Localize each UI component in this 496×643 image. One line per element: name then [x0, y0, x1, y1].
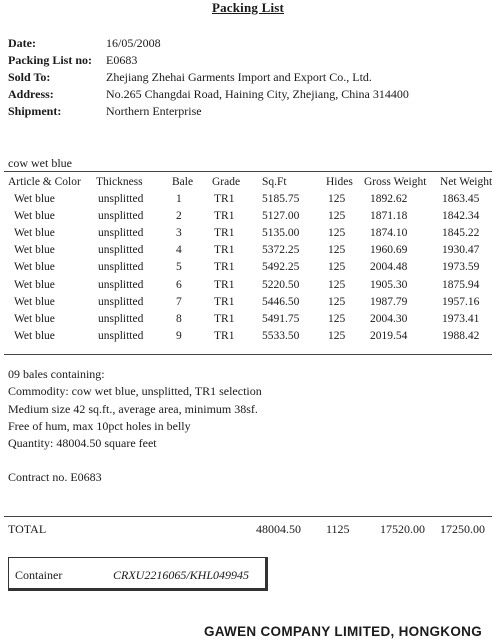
- table-cell: 1845.22: [442, 226, 480, 239]
- table-bottom-rule: [4, 354, 492, 355]
- table-row: [4, 293, 492, 310]
- table-cell: 5491.75: [262, 312, 300, 325]
- table-cell: 5372.25: [262, 244, 300, 257]
- notes-block: [8, 366, 262, 487]
- table-header-row: [4, 173, 492, 190]
- table-cell: unsplitted: [98, 261, 144, 274]
- table-cell: TR1: [214, 226, 235, 239]
- bales-note: 09 bales containing:: [8, 367, 105, 381]
- total-label: TOTAL: [8, 522, 47, 536]
- table-cell: 125: [328, 330, 346, 343]
- packing-list-title: Packing List: [211, 0, 285, 15]
- table-row: [4, 207, 492, 224]
- table-cell: 1874.10: [370, 226, 408, 239]
- table-cell: 1905.30: [370, 278, 408, 291]
- table-cell: unsplitted: [98, 209, 144, 222]
- total-rule: [4, 516, 492, 517]
- address-label: Address:: [8, 87, 54, 101]
- date-label: Date:: [8, 36, 36, 50]
- shipment-value: Northern Enterprise: [106, 104, 202, 118]
- table-cell: 1: [176, 192, 182, 205]
- total-hides: 1125: [326, 522, 350, 536]
- table-cell: TR1: [214, 278, 235, 291]
- table-cell: 125: [328, 312, 346, 325]
- table-cell: 125: [328, 261, 346, 274]
- table-cell: TR1: [214, 261, 235, 274]
- table-cell: 5: [176, 261, 182, 274]
- table-cell: 1892.62: [370, 192, 408, 205]
- table-cell: 1871.18: [370, 209, 408, 222]
- table-cell: unsplitted: [98, 244, 144, 257]
- address-value: No.265 Changdai Road, Haining City, Zhejiang, China 314400: [106, 87, 409, 101]
- table-cell: 2019.54: [370, 330, 408, 343]
- table-cell: 1842.34: [442, 209, 480, 222]
- table-cell: unsplitted: [98, 278, 144, 291]
- table-cell: unsplitted: [98, 192, 144, 205]
- table-cell: 125: [328, 209, 346, 222]
- table-cell: 8: [176, 312, 182, 325]
- table-cell: 5220.50: [262, 278, 300, 291]
- table-row: [4, 276, 492, 293]
- table-row: [4, 242, 492, 259]
- table-cell: Wet blue: [14, 278, 55, 291]
- table-cell: 2004.48: [370, 261, 408, 274]
- column-header: Grade: [212, 175, 241, 188]
- table-cell: Wet blue: [14, 244, 55, 257]
- container-label: Container: [15, 568, 63, 582]
- column-header: Sq.Ft: [262, 175, 287, 188]
- table-row: [4, 328, 492, 345]
- table-cell: 1863.45: [442, 192, 480, 205]
- table-cell: 5127.00: [262, 209, 300, 222]
- table-cell: 125: [328, 278, 346, 291]
- shipment-label: Shipment:: [8, 104, 62, 118]
- table-cell: 125: [328, 295, 346, 308]
- date-value: 16/05/2008: [106, 36, 161, 50]
- table-cell: unsplitted: [98, 330, 144, 343]
- column-header: Hides: [326, 175, 353, 188]
- table-cell: 1875.94: [442, 278, 480, 291]
- table-cell: unsplitted: [98, 226, 144, 239]
- column-header: Bale: [172, 175, 194, 188]
- table-row: [4, 224, 492, 241]
- column-header: Net Weight: [440, 175, 493, 188]
- table-cell: 1960.69: [370, 244, 408, 257]
- container-box: [8, 557, 268, 591]
- company-name: GAWEN COMPANY LIMITED, HONGKONG: [203, 624, 482, 639]
- table-cell: 125: [328, 226, 346, 239]
- table-cell: 2004.30: [370, 312, 408, 325]
- product-title: cow wet blue: [8, 156, 72, 170]
- sold-to-label: Sold To:: [8, 70, 51, 84]
- table-cell: TR1: [214, 244, 235, 257]
- table-cell: Wet blue: [14, 261, 55, 274]
- table-top-rule: [4, 171, 492, 172]
- table-cell: 2: [176, 209, 182, 222]
- total-gross-weight: 17520.00: [380, 522, 425, 536]
- total-net-weight: 17250.00: [440, 522, 485, 536]
- commodity-note: Commodity: cow wet blue, unsplitted, TR1 selection: [8, 384, 262, 399]
- quality-note: Free of hum, max 10pct holes in belly: [8, 418, 191, 433]
- table-cell: 5533.50: [262, 330, 300, 343]
- table-row: [4, 310, 492, 327]
- table-cell: 5135.00: [262, 226, 300, 239]
- packing-list-no-value: E0683: [106, 53, 138, 67]
- table-cell: 7: [176, 295, 182, 308]
- contract-note: Contract no. E0683: [8, 470, 102, 485]
- table-row: [4, 259, 492, 276]
- table-cell: 3: [176, 226, 182, 239]
- table-cell: 1988.42: [442, 330, 480, 343]
- column-header: Thickness: [96, 175, 143, 188]
- table-cell: 1930.47: [442, 244, 480, 257]
- table-cell: unsplitted: [98, 295, 144, 308]
- column-header: Gross Weight: [364, 175, 427, 188]
- quantity-note: Quantity: 48004.50 square feet: [8, 436, 157, 451]
- table-cell: TR1: [214, 312, 235, 325]
- table-cell: 9: [176, 330, 182, 343]
- table-cell: Wet blue: [14, 192, 55, 205]
- table-cell: TR1: [214, 209, 235, 222]
- table-cell: 5492.25: [262, 261, 300, 274]
- column-header: Article & Color: [8, 175, 81, 188]
- sold-to-value: Zhejiang Zhehai Garments Import and Export Co., Ltd.: [106, 70, 372, 84]
- container-number: CRXU2216065/KHL049945: [113, 568, 250, 582]
- table-row: [4, 190, 492, 207]
- packing-list-no-label: Packing List no:: [8, 53, 93, 67]
- total-sqft: 48004.50: [256, 522, 301, 536]
- size-note: Medium size 42 sq.ft., average area, minimum 38sf.: [8, 401, 258, 416]
- packing-table: [4, 173, 492, 345]
- table-cell: TR1: [214, 330, 235, 343]
- table-cell: 1957.16: [442, 295, 480, 308]
- table-cell: Wet blue: [14, 330, 55, 343]
- table-cell: 5446.50: [262, 295, 300, 308]
- table-cell: 6: [176, 278, 182, 291]
- table-cell: TR1: [214, 192, 235, 205]
- table-cell: 1973.41: [442, 312, 480, 325]
- table-cell: Wet blue: [14, 295, 55, 308]
- notes-spacer: [8, 452, 262, 469]
- table-cell: Wet blue: [14, 209, 55, 222]
- table-cell: 5185.75: [262, 192, 300, 205]
- table-cell: 4: [176, 244, 182, 257]
- table-cell: TR1: [214, 295, 235, 308]
- table-cell: Wet blue: [14, 312, 55, 325]
- table-cell: 125: [328, 192, 346, 205]
- table-cell: 1987.79: [370, 295, 408, 308]
- table-cell: 125: [328, 244, 346, 257]
- table-cell: Wet blue: [14, 226, 55, 239]
- table-cell: unsplitted: [98, 312, 144, 325]
- table-cell: 1973.59: [442, 261, 480, 274]
